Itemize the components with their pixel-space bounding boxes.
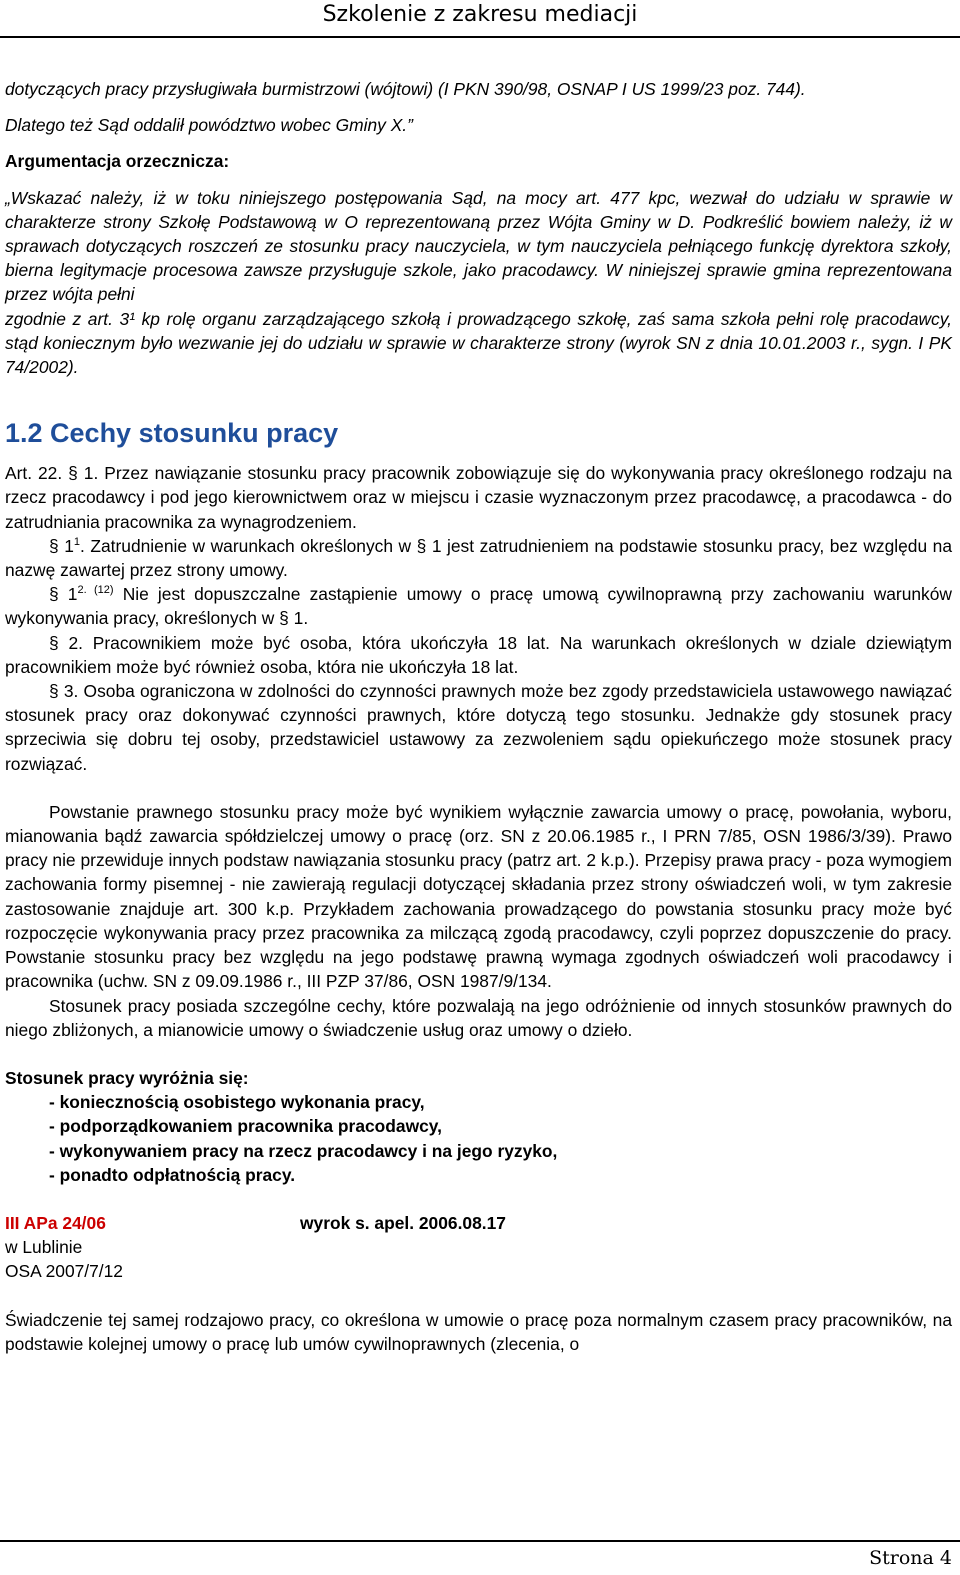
- art22-paragraph-1: Art. 22. § 1. Przez nawiązanie stosunku pracy pracownik zobowiązuje się do wykonywania pracy określonego rodzaju na rzecz pracodawcy i pod jego kierownictwem oraz w miejscu i czasie wyznaczonym przez pracodawcę, a pracodawca - do zatrudniania pracownika za wynagrodzeniem.: [5, 463, 952, 532]
- art22-paragraph-3: § 3. Osoba ograniczona w zdolności do czynności prawnych może bez zgody przedstawiciela ustawowego nawiązać stosunek pracy oraz dokonywać czynności prawnych, które dotyczą tego stosunku. Jednakże gdy stosunek pracy sprzeciwia się dobru tej osoby, przedstawiciel ustawowy za zezwoleniem sądu opiekuńczego może stosunek pracy rozwiązać.: [5, 681, 952, 774]
- par11-superscript: 1: [73, 536, 80, 549]
- argumentacja-quote: „Wskazać należy, iż w toku niniejszego postępowania Sąd, na mocy art. 477 kpc, wezwał do udziału w sprawie w charakterze strony Szkołę Podstawową w O reprezentowaną przez Wójta Gminy w D. Podkreślić bowiem należy, iż w sprawach dotyczących roszczeń ze stosunku pracy nauczyciela, w tym nauczyciela pełniącego funkcję dyrektora szkoły, bierna legitymacje procesowa zawsze przysługuje szkole, jako pracodawcy. W niniejszej sprawie gmina reprezentowana przez wójta pełni: [5, 187, 952, 305]
- art22-paragraph-2: § 2. Pracownikiem może być osoba, która ukończyła 18 lat. Na warunkach określonych w dziale dziewiątym pracownikiem może być również osoba, która nie ukończyła 18 lat.: [5, 632, 952, 677]
- par12-superscript: 2. (12): [77, 584, 114, 597]
- document-body: [5, 77, 952, 1356]
- argumentacja-heading: Argumentacja orzecznicza:: [5, 151, 230, 172]
- art22-paragraph-1-1: [5, 534, 952, 582]
- list-item: - ponadto odpłatnością pracy.: [49, 1164, 296, 1185]
- par12-prefix: § 1: [49, 584, 78, 605]
- powstanie-paragraph: Powstanie prawnego stosunku pracy może być wynikiem wyłącznie zawarcia umowy o pracę, powołania, wyboru, mianowania bądź zawarcia spółdzielczej umowy o pracę (orz. SN z 20.06.1985 r., I PRN 7/85, OSN 1986/3/39). Prawo pracy nie przewiduje innych podstaw nawiązania stosunku pracy (patrz art. 2 k.p.). Przepisy prawa pracy - poza wymogiem zachowania formy pisemnej - nie zawierają regulacji dotyczącej składania przez strony oświadczeń woli, w tym zakresie zastosowanie znajduje art. 300 k.p. Przykładem zachowania prowadzącego do powstania stosunku pracy może być rozpoczęcie wykonywania pracy przez pracownika za milczącą zgodą pracodawcy, czyli poprzez dopuszczenie do pracy. Powstanie stosunku pracy bez względu na jego podstawę prawną wymaga zgodnych oświadczeń woli pracodawcy i pracownika (uchw. SN z 09.09.1986 r., III PZP 37/86, OSN 1987/9/134.: [5, 801, 952, 992]
- list-item: - wykonywaniem pracy na rzecz pracodawcy i na jego ryzyko,: [49, 1140, 558, 1161]
- par12-text: Nie jest dopuszczalne zastąpienie umowy o pracę umową cywilnoprawną przy zachowaniu warunków wykonywania pracy, określonych w § 1.: [5, 584, 952, 629]
- par11-text: . Zatrudnienie w warunkach określonych w § 1 jest zatrudnieniem na podstawie stosunku pracy, bez względu na nazwę zawartej przez strony umowy.: [5, 535, 952, 581]
- argumentacja-continuation: zgodnie z art. 3¹ kp rolę organu zarządzającego szkołą i prowadzącego szkołę, zaś sama szkoła pełni rolę pracodawcy, stąd koniecznym było wezwanie jej do udziału w sprawie w charakterze strony (wyrok SN z dnia 10.01.2003 r., sygn. I PK 74/2002).: [5, 308, 952, 378]
- header-divider: [0, 36, 960, 38]
- page-header-title: Szkolenie z zakresu mediacji: [322, 2, 638, 27]
- intro-paragraph: dotyczących pracy przysługiwała burmistrzowi (wójtowi) (I PKN 390/98, OSNAP I US 1999/23 poz. 744).: [5, 79, 806, 99]
- intro-conclusion: Dlatego też Sąd oddalił powództwo wobec Gminy X.”: [5, 115, 413, 136]
- list-item: - podporządkowaniem pracownika pracodawcy,: [49, 1116, 442, 1137]
- page-number: Strona 4: [869, 1547, 952, 1569]
- ruling-court: w Lublinie: [5, 1237, 83, 1258]
- ruling-reference-row: [5, 1211, 952, 1235]
- features-heading: Stosunek pracy wyróżnia się:: [5, 1067, 249, 1088]
- features-list: [5, 1090, 952, 1187]
- footer-divider: [0, 1540, 960, 1542]
- ruling-source: OSA 2007/7/12: [5, 1261, 123, 1282]
- stosunek-paragraph: Stosunek pracy posiada szczególne cechy, które pozwalają na jego odróżnienie od innych stosunków prawnych do niego zbliżonych, a mianowicie umowy o świadczenie usług oraz umowy o dzieło.: [5, 995, 952, 1040]
- ruling-signature: III APa 24/06: [5, 1212, 106, 1233]
- ruling-type-date: wyrok s. apel. 2006.08.17: [300, 1212, 506, 1233]
- ruling-text: Świadczenie tej samej rodzajowo pracy, co określona w umowie o pracę poza normalnym czasem pracy pracowników, na podstawie kolejnej umowy o pracę lub umów cywilnoprawnych (zlecenia, o: [5, 1309, 952, 1354]
- art22-paragraph-1-2: [5, 582, 952, 630]
- par11-prefix: § 1: [49, 535, 74, 556]
- section-heading: 1.2 Cechy stosunku pracy: [5, 418, 339, 449]
- list-item: - koniecznością osobistego wykonania pracy,: [49, 1092, 425, 1113]
